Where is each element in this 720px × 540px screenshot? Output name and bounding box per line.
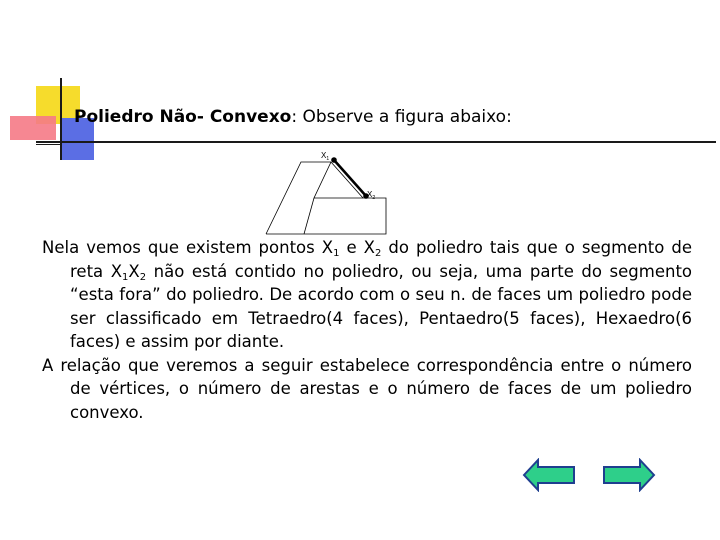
decorative-vertical-line xyxy=(60,78,62,160)
paragraph-1: Nela vemos que existem pontos $X_1$ e $X_2$ do poliedro tais que o segmento de reta $X_1X_2$ não está contido no poliedro, ou seja, uma parte do segmento “esta fora” do poliedro. De acordo com o seu n. de faces um poliedro pode ser classificado em Tetraedro(4 faces), Pentaedro(5 faces), Hexaedro(6 faces) e assim por diante. xyxy=(42,238,693,351)
body-text xyxy=(42,236,692,424)
segment-x1-x2 xyxy=(334,160,366,196)
title-rest: : Observe a figura abaixo: xyxy=(291,107,512,127)
arrow-left-icon[interactable] xyxy=(522,458,576,492)
title-bold: Poliedro Não- Convexo xyxy=(74,107,292,127)
paragraph-2: A relação que veremos a seguir estabelece correspondência entre o número de vértices, o número de arestas e o número de faces de um poliedro convexo. xyxy=(42,355,692,422)
decorative-horizontal-line-short xyxy=(36,144,60,145)
polyhedron-inner-edges xyxy=(314,162,363,198)
decorative-red-bar xyxy=(10,116,56,140)
label-x2: $X_2$ xyxy=(367,190,376,201)
point-x1 xyxy=(331,157,337,163)
decorative-horizontal-line xyxy=(36,141,716,143)
arrow-right-icon[interactable] xyxy=(602,458,656,492)
label-x1: $X_1$ xyxy=(321,151,330,162)
slide-title xyxy=(74,106,512,128)
polyhedron-inner-edge xyxy=(304,198,314,234)
non-convex-polyhedron-figure xyxy=(264,146,392,236)
